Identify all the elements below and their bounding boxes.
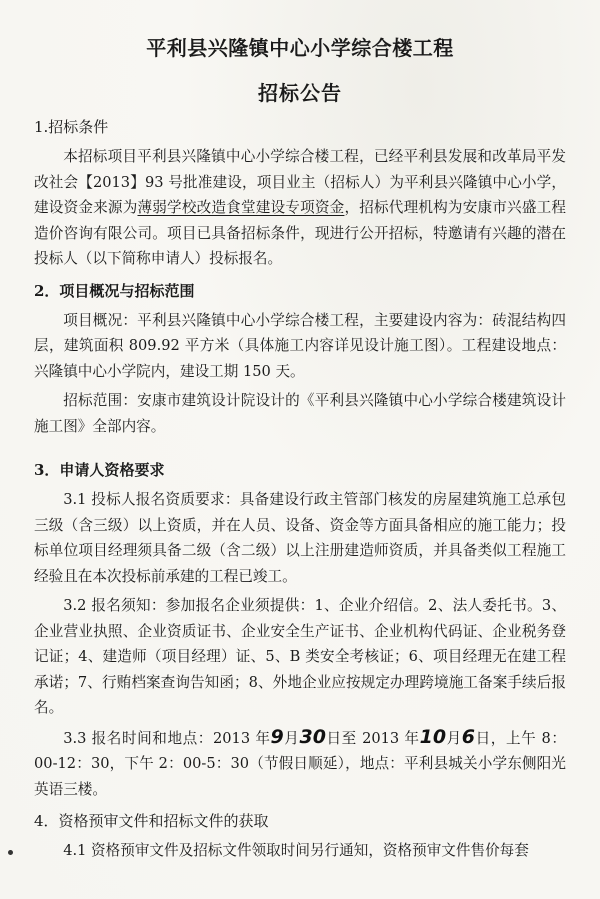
section-1-text-post: ，招标代理机构为安康市兴盛工程造价咨询有限公司。项目已具备招标条件，现进行公开招标，特邀请有兴趣的潜在投标人（以下简称申请人）投标报名。 (34, 199, 566, 267)
section-4-heading: 4．资格预审文件和招标文件的获取 (34, 812, 269, 830)
start-day-handwritten: 30 (299, 725, 326, 748)
registration-time-suffix: 日，上午 8：00-12：30，下午 2：00-5：30（节假日顺延），地点：平利县城关小学东侧阳光英语三楼。 (34, 729, 566, 798)
end-month-handwritten: 10 (419, 725, 447, 748)
requirement-3-3 (34, 725, 566, 803)
section-1-text-pre: 本招标项目平利县兴隆镇中心小学综合楼工程，已经平利县发展和改革局平发改社会【2013】93 号批准建设，项目业主（招标人）为平利县兴隆镇中心小学，建设资金来源为 (34, 148, 566, 216)
end-day-handwritten: 6 (461, 725, 476, 748)
registration-time-mid: 日至 2013 年 (325, 729, 420, 747)
fund-source: 薄弱学校改造食堂建设专项资金 (137, 199, 345, 216)
document-title: 平利县兴隆镇中心小学综合楼工程 (146, 36, 454, 60)
section-1-heading: 1.招标条件 (34, 118, 109, 136)
document-subtitle: 招标公告 (258, 81, 342, 105)
requirement-3-1: 3.1 投标人报名资质要求：具备建设行政主管部门核发的房屋建筑施工总承包三级（含三级）以上资质，并在人员、设备、资金等方面具备相应的施工能力；投标单位项目经理须具备二级（含二级）以上注册建造师资质，并具备类似工程施工经验且在本次投标前承建的工程已竣工。 (34, 491, 566, 585)
start-month-handwritten: 9 (270, 725, 284, 748)
project-overview: 项目概况：平利县兴隆镇中心小学综合楼工程，主要建设内容为：砖混结构四层，建筑面积 809.92 平方米（具体施工内容详见设计施工图）。工程建设地点：兴隆镇中心小学院内，建设工期 150 天。 (34, 311, 566, 380)
registration-time-prefix: 3.3 报名时间和地点：2013 年 (63, 729, 271, 747)
requirement-3-2: 3.2 报名须知：参加报名企业须提供：1、企业介绍信。2、法人委托书。3、企业营业执照、企业资质证书、企业安全生产证书、企业机构代码证、企业税务登记证；4、建造师（项目经理）证、5、B 类安全考核证；6、项目经理无在建工程承诺；7、行贿档案查询告知函；8、外地企业应按规定办理跨境施工备案手续后报名。 (34, 597, 566, 716)
ink-dot-mark (8, 850, 13, 855)
bidding-scope: 招标范围：安康市建筑设计院设计的《平利县兴隆镇中心小学综合楼建筑设计施工图》全部内容。 (34, 392, 566, 435)
requirement-4-1: 4.1 资格预审文件及招标文件领取时间另行通知，资格预审文件售价每套 (63, 842, 529, 859)
month-char-2: 月 (446, 729, 462, 747)
section-1-paragraph (34, 144, 566, 272)
month-char-1: 月 (283, 729, 300, 747)
section-3-heading: 3．申请人资格要求 (34, 461, 165, 479)
section-2-heading: 2．项目概况与招标范围 (34, 281, 195, 300)
